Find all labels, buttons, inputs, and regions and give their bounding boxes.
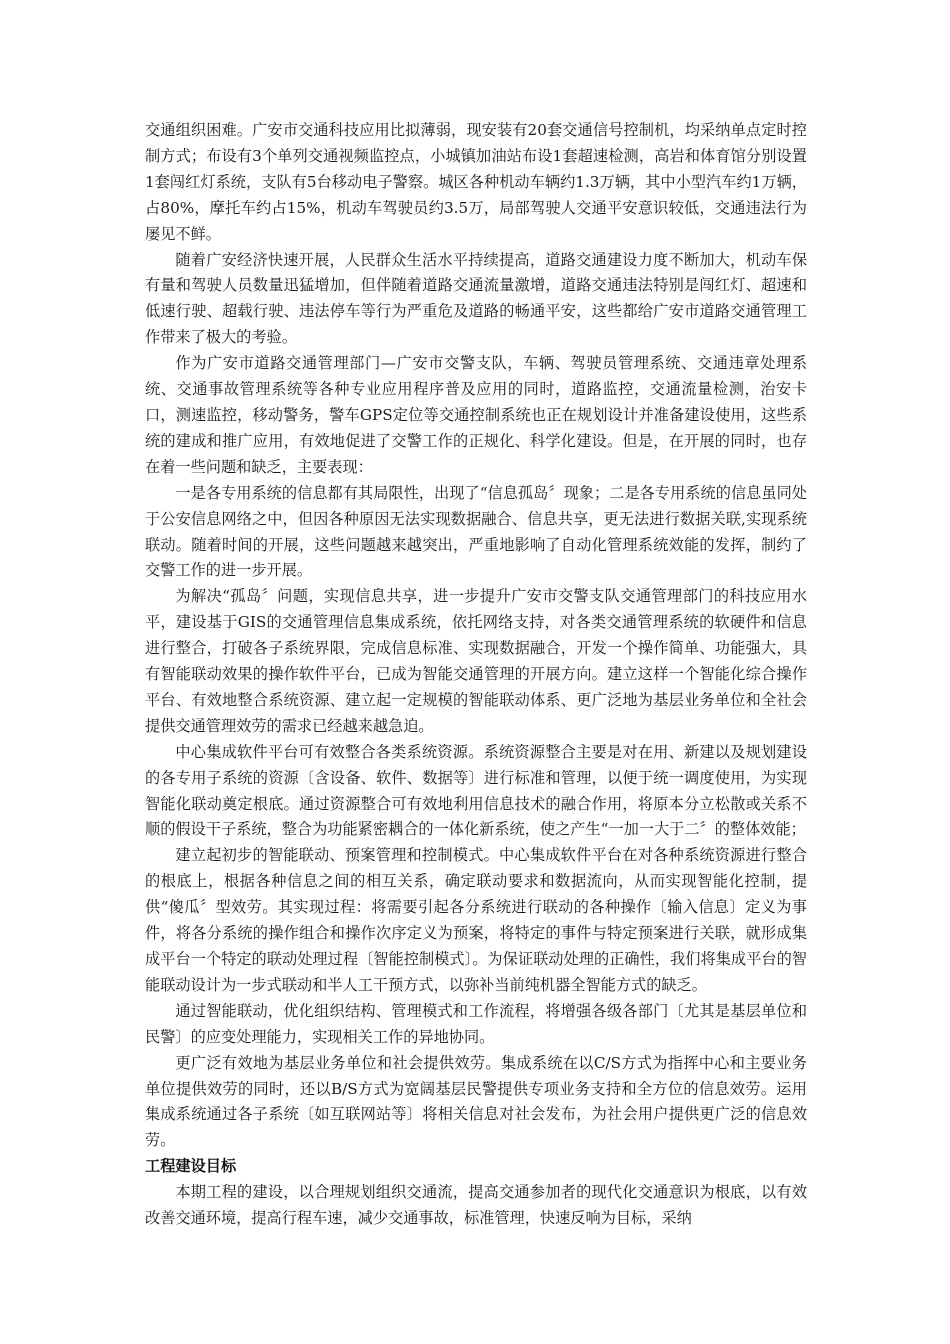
paragraph-6: 中心集成软件平台可有效整合各类系统资源。系统资源整合主要是对在用、新建以及规划建设的各专用子系统的资源〔含设备、软件、数据等〕进行标准和管理，以便于统一调度使用，为实现智能化联动奠定根底。通过资源整合可有效地利用信息技术的融合作用，将原本分立松散或关系不顺的假设干子系统，整合为功能紧密耦合的一体化新系统，使之产生“一加一大于二〞的整体效能； [145,742,807,839]
section-heading: 工程建设目标 [145,1157,237,1176]
paragraph-4: 一是各专用系统的信息都有其局限性，出现了“信息孤岛〞现象；二是各专用系统的信息虽同处于公安信息网络之中，但因各种原因无法实现数据融合、信息共享，更无法进行数据关联,实现系统联动。随着时间的开展，这些问题越来越突出，严重地影响了自动化管理系统效能的发挥，制约了交警工作的进一步开展。 [145,483,807,580]
paragraph-7: 建立起初步的智能联动、预案管理和控制模式。中心集成软件平台在对各种系统资源进行整合的根底上，根据各种信息之间的相互关系，确定联动要求和数据流向，从而实现智能化控制，提供“傻瓜〞型效劳。其实现过程：将需要引起各分系统进行联动的各种操作〔输入信息〕定义为事件，将各分系统的操作组合和操作次序定义为预案，将特定的事件与特定预案进行关联，就形成集成平台一个特定的联动处理过程〔智能控制模式〕。为保证联动处理的正确性，我们将集成平台的智能联动设计为一步式联动和半人工干预方式，以弥补当前纯机器全智能方式的缺乏。 [145,846,807,994]
paragraph-8: 通过智能联动，优化组织结构、管理模式和工作流程，将增强各级各部门〔尤其是基层单位和民警〕的应变处理能力，实现相关工作的异地协同。 [145,1001,807,1046]
paragraph-1: 交通组织困难。广安市交通科技应用比拟薄弱，现安装有20套交通信号控制机，均采纳单点定时控制方式；布设有3个单列交通视频监控点，小城镇加油站布设1套超速检测，高岩和体育馆分别设置1套闯红灯系统，支队有5台移动电子警察。城区各种机动车辆约1.3万辆，其中小型汽车约1万辆，占80%，摩托车约占15%，机动车驾驶员约3.5万，局部驾驶人交通平安意识较低，交通违法行为屡见不鲜。 [145,121,807,243]
paragraph-9: 更广泛有效地为基层业务单位和社会提供效劳。集成系统在以C/S方式为指挥中心和主要业务单位提供效劳的同时，还以B/S方式为宽阔基层民警提供专项业务支持和全方位的信息效劳。运用集成系统通过各子系统〔如互联网站等〕将相关信息对社会发布，为社会用户提供更广泛的信息效劳。 [145,1053,807,1150]
closing-paragraph: 本期工程的建设，以合理规划组织交通流，提高交通参加者的现代化交通意识为根底，以有效改善交通环境，提高行程车速，减少交通事故，标准管理，快速反响为目标，采纳 [145,1183,807,1228]
paragraph-5: 为解决“孤岛〞问题，实现信息共享，进一步提升广安市交警支队交通管理部门的科技应用水平，建设基于GIS的交通管理信息集成系统，依托网络支持，对各类交通管理系统的软硬件和信息进行整合，打破各子系统界限，完成信息标准、实现数据融合，开发一个操作简单、功能强大，具有智能联动效果的操作软件平台，已成为智能交通管理的开展方向。建立这样一个智能化综合操作平台、有效地整合系统资源、建立起一定规模的智能联动体系、更广泛地为基层业务单位和全社会提供交通管理效劳的需求已经越来越急迫。 [145,587,807,735]
paragraph-3: 作为广安市道路交通管理部门—广安市交警支队，车辆、驾驶员管理系统、交通违章处理系统、交通事故管理系统等各种专业应用程序普及应用的同时，道路监控，交通流量检测，治安卡口，测速监控，移动警务，警车GPS定位等交通控制系统也正在规划设计并准备建设使用，这些系统的建成和推广应用，有效地促进了交警工作的正规化、科学化建设。但是，在开展的同时，也存在着一些问题和缺乏，主要表现： [145,354,807,476]
paragraph-2: 随着广安经济快速开展，人民群众生活水平持续提高，道路交通建设力度不断加大，机动车保有量和驾驶人员数量迅猛增加，但伴随着道路交通流量激增，道路交通违法特别是闯红灯、超速和低速行驶、超载行驶、违法停车等行为严重危及道路的畅通平安，这些都给广安市道路交通管理工作带来了极大的考验。 [145,250,807,347]
document-body [145,118,807,1232]
